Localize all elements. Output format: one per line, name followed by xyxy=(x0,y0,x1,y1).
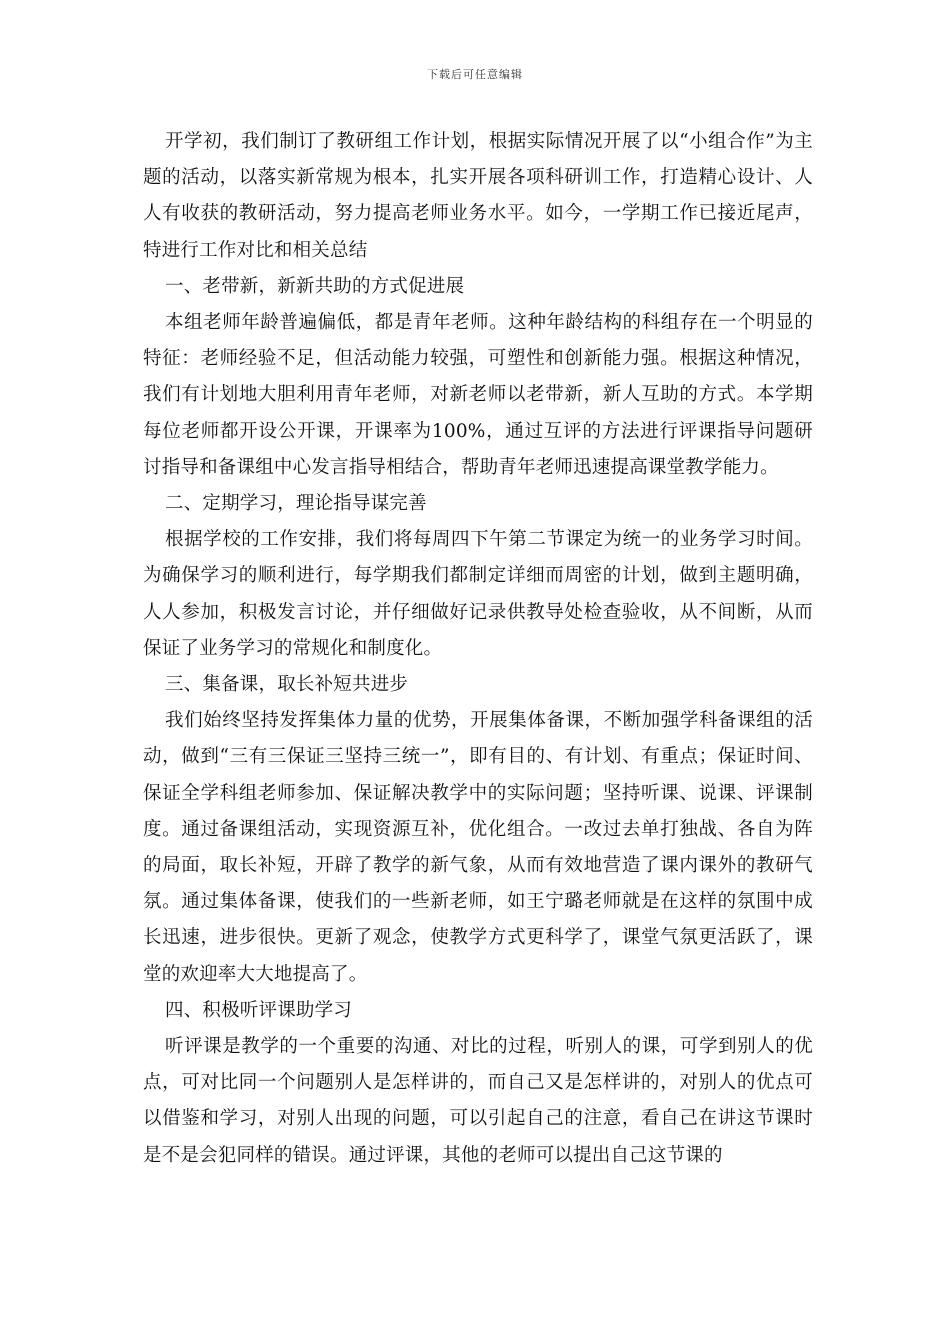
section-paragraph-1: 本组老师年龄普遍偏低，都是青年老师。这种年龄结构的科组存在一个明显的特征：老师经验不足，但活动能力较强，可塑性和创新能力强。根据这种情况，我们有计划地大胆利用青年老师，对新老师以老带新，新人互助的方式。本学期每位老师都开设公开课，开课率为100%，通过互评的方法进行评课指导问题研讨指导和备课组中心发言指导相结合，帮助青年老师迅速提高课堂教学能力。 xyxy=(143,312,813,478)
intro-paragraph: 开学初，我们制订了教研组工作计划，根据实际情况开展了以“小组合作”为主题的活动，以落实新常规为根本，扎实开展各项科研训工作，打造精心设计、人人有收获的教研活动，努力提高老师业务水平。如今，一学期工作已接近尾声，特进行工作对比和相关总结 xyxy=(143,131,813,261)
section-heading-4: 四、积极听评课助学习 xyxy=(165,999,353,1021)
section-paragraph-4: 听评课是教学的一个重要的沟通、对比的过程，听别人的课，可学到别人的优点，可对比同一个问题别人是怎样讲的，而自己又是怎样讲的，对别人的优点可以借鉴和学习，对别人出现的问题，可以引起自己的注意，看自己在讲这节课时是不是会犯同样的错误。通过评课，其他的老师可以提出自己这节课的 xyxy=(143,1036,813,1166)
header-note: 下载后可任意编辑 xyxy=(427,68,523,81)
document-body xyxy=(143,124,813,1174)
section-heading-1: 一、老带新，新新共助的方式促进展 xyxy=(165,275,465,297)
section-heading-3: 三、集备课，取长补短共进步 xyxy=(165,674,409,696)
section-heading-2: 二、定期学习，理论指导谋完善 xyxy=(165,493,427,515)
section-paragraph-3: 我们始终坚持发挥集体力量的优势，开展集体备课，不断加强学科备课组的活动，做到“三有三保证三坚持三统一”，即有目的、有计划、有重点；保证时间、保证全学科组老师参加、保证解决教学中的实际问题；坚持听课、说课、评课制度。通过备课组活动，实现资源互补，优化组合。一改过去单打独战、各自为阵的局面，取长补短，开辟了教学的新气象，从而有效地营造了课内课外的教研气氛。通过集体备课，使我们的一些新老师，如王宁璐老师就是在这样的氛围中成长迅速，进步很快。更新了观念，使教学方式更科学了，课堂气氛更活跃了，课堂的欢迎率大大地提高了。 xyxy=(143,710,813,985)
section-paragraph-2: 根据学校的工作安排，我们将每周四下午第二节课定为统一的业务学习时间。为确保学习的顺利进行，每学期我们都制定详细而周密的计划，做到主题明确，人人参加，积极发言讨论，并仔细做好记录供教导处检查验收，从不间断，从而保证了业务学习的常规化和制度化。 xyxy=(143,529,813,659)
